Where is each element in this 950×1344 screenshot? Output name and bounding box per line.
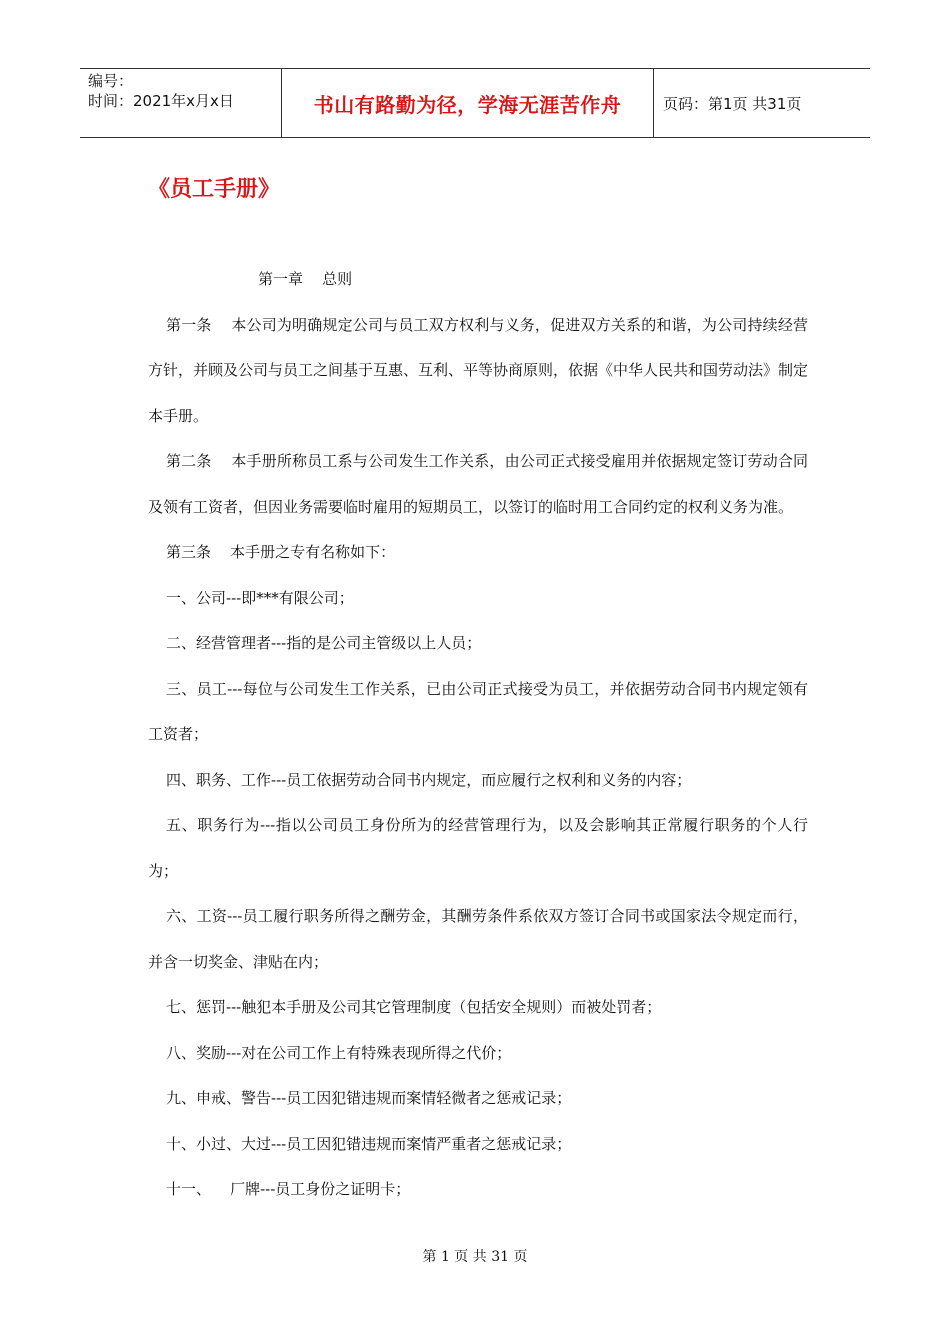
list-item: 一、公司---即***有限公司； (166, 588, 354, 607)
list-item: 八、奖励---对在公司工作上有特殊表现所得之代价； (166, 1043, 512, 1062)
page-footer: 第 1 页 共 31 页 (422, 1249, 528, 1265)
header-page-info: 页码：第1页 共31页 (663, 94, 802, 113)
document-number-label: 编号： (88, 72, 134, 90)
list-item: 四、职务、工作---员工依据劳动合同书内规定，而应履行之权利和义务的内容； (166, 770, 692, 789)
document-body (148, 257, 808, 1213)
document-title: 《员工手册》 (148, 177, 281, 202)
header-meta (80, 69, 282, 137)
list-item: 十一、 厂牌---员工身份之证明卡； (166, 1180, 411, 1198)
paragraph: 第一条 本公司为明确规定公司与员工双方权利与义务，促进双方关系的和谐，为公司持续经营方针，并顾及公司与员工之间基于互惠、互利、平等协商原则，依据《中华人民共和国劳动法》制定本手册。 (148, 315, 809, 425)
paragraph: 第三条 本手册之专有名称如下： (166, 543, 396, 561)
list-item: 七、惩罚---触犯本手册及公司其它管理制度（包括安全规则）而被处罚者； (166, 998, 662, 1016)
header-motto: 书山有路勤为径，学海无涯苦作舟 (282, 69, 654, 137)
list-item: 二、经营管理者---指的是公司主管级以上人员； (166, 634, 482, 652)
list-item: 六、工资---员工履行职务所得之酬劳金，其酬劳条件系依双方签订合同书或国家法令规定而行，并含一切奖金、津贴在内； (148, 907, 808, 971)
page-header (80, 68, 870, 138)
list-item: 三、员工---每位与公司发生工作关系，已由公司正式接受为员工，并依据劳动合同书内规定领有工资者； (148, 679, 808, 743)
list-item: 十、小过、大过---员工因犯错违规而案情严重者之惩戒记录； (166, 1134, 572, 1153)
chapter-heading: 第一章 总则 (258, 270, 353, 288)
document-date: 时间：2021年x月x日 (88, 92, 234, 110)
paragraph: 第二条 本手册所称员工系与公司发生工作关系，由公司正式接受雇用并依据规定签订劳动合同及领有工资者，但因业务需要临时雇用的短期员工，以签订的临时用工合同约定的权利义务为准。 (148, 452, 808, 516)
list-item: 九、申戒、警告---员工因犯错违规而案情轻微者之惩戒记录； (166, 1089, 572, 1107)
list-item: 五、职务行为---指以公司员工身份所为的经营管理行为，以及会影响其正常履行职务的个人行为； (148, 816, 808, 880)
